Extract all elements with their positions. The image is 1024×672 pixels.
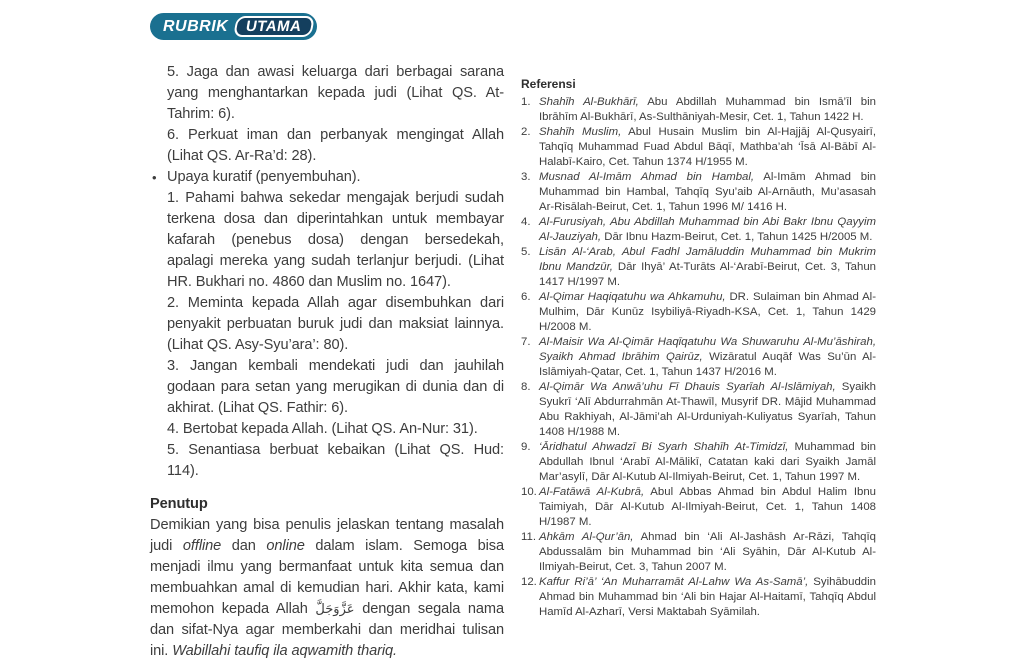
reference-title: Kaffur Ri’ā’ ‘An Muharramāt Al-Lahw Wa As-Samā’, [539, 576, 809, 588]
closing-section [150, 494, 504, 662]
reference-text [539, 336, 876, 378]
closing-paragraph [150, 515, 504, 662]
reference-details: Abul Abbas Ahmad bin Abdul Halim Ibnu Taimiyah, Dār Al-Kutub Al-Ilmiyah-Beirut, Cet. 1, Tahun 1408 H/1987 M. [539, 486, 877, 528]
list-item-text: Upaya kuratif (penyembuhan). [167, 169, 361, 185]
closing-text-4: dengan segala nama dan sifat-Nya agar memberkahi dan meridhai tulisan ini. [150, 601, 504, 659]
azza-wa-jalla-glyph: عَزَّوَجَلَّ [315, 601, 355, 616]
reference-title: Ahkām Al-Qur’ān, [539, 531, 634, 543]
rubrik-utama-logo [150, 13, 317, 40]
reference-number: 1. [521, 96, 531, 108]
list-item [167, 440, 504, 482]
reference-text [539, 96, 876, 123]
reference-details: Syihābuddin Ahmad bin Muhammad bin ‘Ali bin Hajar Al-Haitamī, Tahqīq Abdul Hamīd Al-Azharī, Versi Maktabah Syāmilah. [539, 576, 876, 618]
references-column [521, 77, 876, 620]
list-item-text: 6. Perkuat iman dan perbanyak mengingat Allah (Lihat QS. Ar-Ra’d: 28). [167, 127, 504, 164]
reference-title: Al-Qimār Wa Anwā’uhu Fī Dhauis Syarīah Al-Islāmiyah, [539, 381, 836, 393]
closing-text-1: Demikian yang bisa penulis jelaskan tentang masalah judi [150, 517, 504, 554]
list-item [167, 62, 504, 125]
guidance-list [150, 62, 504, 482]
reference-number: 10. [521, 486, 537, 498]
reference-title: Shahīh Muslim, [539, 126, 622, 138]
reference-number: 8. [521, 381, 531, 393]
reference-title: Al-Qimar Haqiqatuhu wa Ahkamuhu, [539, 291, 726, 303]
reference-details: Dār Ihyā’ At-Turāts Al-‘Arabī-Beirut, Cet. 3, Tahun 1417 H/1997 M. [539, 261, 876, 288]
reference-title: Shahīh Al-Bukhārī, [539, 96, 639, 108]
closing-text-3: dalam islam. Semoga bisa menjadi ilmu yang bermanfaat untuk kita semua dan membuahkan amal di kemudian hari. Akhir kata, kami memohon kepada Allah [150, 538, 504, 617]
reference-item [521, 290, 876, 335]
reference-title: Al-Furusiyah, Abu Abdillah Muhammad bin Abi Bakr Ibnu Qayyim Al-Jauziyah, [539, 216, 876, 243]
reference-item [521, 95, 876, 125]
list-item-text: 3. Jangan kembali mendekati judi dan jauhilah godaan para setan yang merugikan di dunia dan di akhirat. (Lihat QS. Fathir: 6). [167, 358, 504, 416]
list-item [167, 188, 504, 293]
list-item-text: 5. Senantiasa berbuat kebaikan (Lihat QS. Hud: 114). [167, 442, 504, 479]
reference-text [539, 246, 876, 288]
reference-item [521, 575, 876, 620]
list-item [167, 125, 504, 167]
bullet-icon: • [152, 170, 157, 185]
logo-rubrik-label: RUBRIK [163, 17, 229, 35]
reference-number: 11. [521, 531, 536, 543]
reference-number: 3. [521, 171, 531, 183]
reference-details: Abul Husain Muslim bin Al-Hajjāj Al-Qusyairī, Tahqīq Muhammad Fuad Abdul Bāqī, Mathba’ah ‘Īsā Al-Bābī Al-Halabī-Kairo, Cet. Tahun 1374 H/1955 M. [539, 126, 877, 168]
reference-item [521, 245, 876, 290]
logo-utama-badge [233, 16, 314, 37]
reference-details: Ahmad bin ‘Ali Al-Jashāsh Ar-Rāzi, Tahqīq Abdussalām bin Muhammad bin ‘Ali Syāhin, Dār Al-Kutub Al-Ilmiyah-Beirut, Cet. 3, Tahun 2007 M. [539, 531, 876, 573]
closing-text-2: dan [221, 538, 267, 554]
reference-item [521, 170, 876, 215]
reference-text [539, 216, 876, 243]
reference-item [521, 380, 876, 440]
closing-heading: Penutup [150, 496, 208, 512]
offline-word: offline [182, 538, 222, 554]
reference-details: Syaikh Syukrī ‘Alī Abdurrahmān At-Thawīl, Musyrif DR. Mājid Muhammad Abu Rakhiyah, Al-Jāmi’ah Al-Urduniyah-Kuliyatus Syarīah, Tahun 1408 H/1988 M. [539, 381, 876, 438]
list-item-text: 5. Jaga dan awasi keluarga dari berbagai sarana yang menghantarkan kepada judi (Lihat QS. At-Tahrim: 6). [167, 64, 504, 122]
reference-number: 5. [521, 246, 531, 258]
reference-details: Muhammad bin Abdullah Ibnul ‘Arabī Al-Mālikī, Catatan kaki dari Syaikh Jamāl Mar’asylī, Dār Al-Kutub Al-Ilmiyah-Beirut, Cet. 1, Tahun 1997 M. [539, 441, 877, 483]
reference-number: 2. [521, 126, 531, 138]
list-item [167, 356, 504, 419]
reference-title: Al-Fatāwā Al-Kubrā, [539, 486, 645, 498]
reference-title: Musnad Al-Imām Ahmad bin Hambal, [539, 171, 755, 183]
references-heading: Referensi [521, 77, 576, 91]
reference-number: 6. [521, 291, 531, 303]
reference-item [521, 215, 876, 245]
reference-details: Al-Imām Ahmad bin Muhammad bin Hambal, Tahqīq Syu’aib Al-Arnāuth, Mu’asasah Ar-Risālah-Beirut, Cet. 1, Tahun 1996 M/ 1416 H. [539, 171, 876, 213]
reference-number: 7. [521, 336, 531, 348]
reference-number: 9. [521, 441, 531, 453]
list-item [167, 293, 504, 356]
reference-title: Lisān Al-‘Arab, Abul Fadhl Jamāluddin Muhammad bin Mukrim Ibnu Mandzūr, [539, 246, 876, 273]
reference-text [539, 441, 876, 483]
reference-details: Abu Abdillah Muhammad bin Ismā’īl bin Ibrāhīm Al-Bukhārī, As-Sulthāniyah-Mesir, Cet. 1, Tahun 1422 H. [539, 96, 876, 123]
reference-item [521, 440, 876, 485]
reference-title: Al-Maisir Wa Al-Qimār Haqīqatuhu Wa Shuwaruhu Al-Mu’āshirah, Syaikh Ahmad Ibrāhim Qairūz, [539, 336, 876, 363]
reference-details: Wizāratul Auqāf Was Su’ūn Al-Islāmiyah-Qatar, Cet. 1, Tahun 1437 H/2016 M. [539, 351, 877, 378]
online-word: online [266, 538, 305, 554]
list-item-text: 2. Meminta kepada Allah agar disembuhkan dari penyakit perbuatan buruk judi dan maksiat lainnya. (Lihat QS. Asy-Syu’ara’: 80). [167, 295, 504, 353]
reference-item [521, 125, 876, 170]
list-item [167, 419, 504, 440]
reference-number: 4. [521, 216, 531, 228]
reference-text [539, 171, 876, 213]
list-item-text: 4. Bertobat kepada Allah. (Lihat QS. An-Nur: 31). [167, 421, 478, 437]
reference-title: ‘Āridhatul Ahwadzī Bi Syarh Shahīh At-Timidzī, [539, 441, 789, 453]
reference-text [539, 291, 876, 333]
closing-tagline: Wabillahi taufiq ila aqwamith thariq. [172, 643, 398, 659]
reference-item [521, 485, 876, 530]
logo-utama-label: UTAMA [244, 18, 304, 35]
reference-text [539, 486, 876, 528]
reference-item [521, 530, 876, 575]
list-item [152, 167, 504, 188]
reference-text [539, 381, 876, 438]
reference-number: 12. [521, 576, 537, 588]
reference-details: DR. Sulaiman bin Ahmad Al-Mulhim, Dār Kunūz Isybiliyā-Riyadh-KSA, Cet. 1, Tahun 1429 H/2008 M. [539, 291, 876, 333]
reference-item [521, 335, 876, 380]
reference-text [539, 576, 876, 618]
left-column [150, 62, 504, 662]
list-item-text: 1. Pahami bahwa sekedar mengajak berjudi sudah terkena dosa dan diperintahkan untuk membayar kafarah (penebus dosa) dengan bersedekah, apalagi mereka yang sudah terlanjur berjudi. (Lihat HR. Bukhari no. 4860 dan Muslim no. 1647). [167, 190, 504, 290]
reference-details: Dār Ibnu Hazm-Beirut, Cet. 1, Tahun 1425 H/2005 M. [601, 231, 873, 243]
reference-text [539, 126, 876, 168]
reference-text [539, 531, 876, 573]
references-list [521, 95, 876, 620]
